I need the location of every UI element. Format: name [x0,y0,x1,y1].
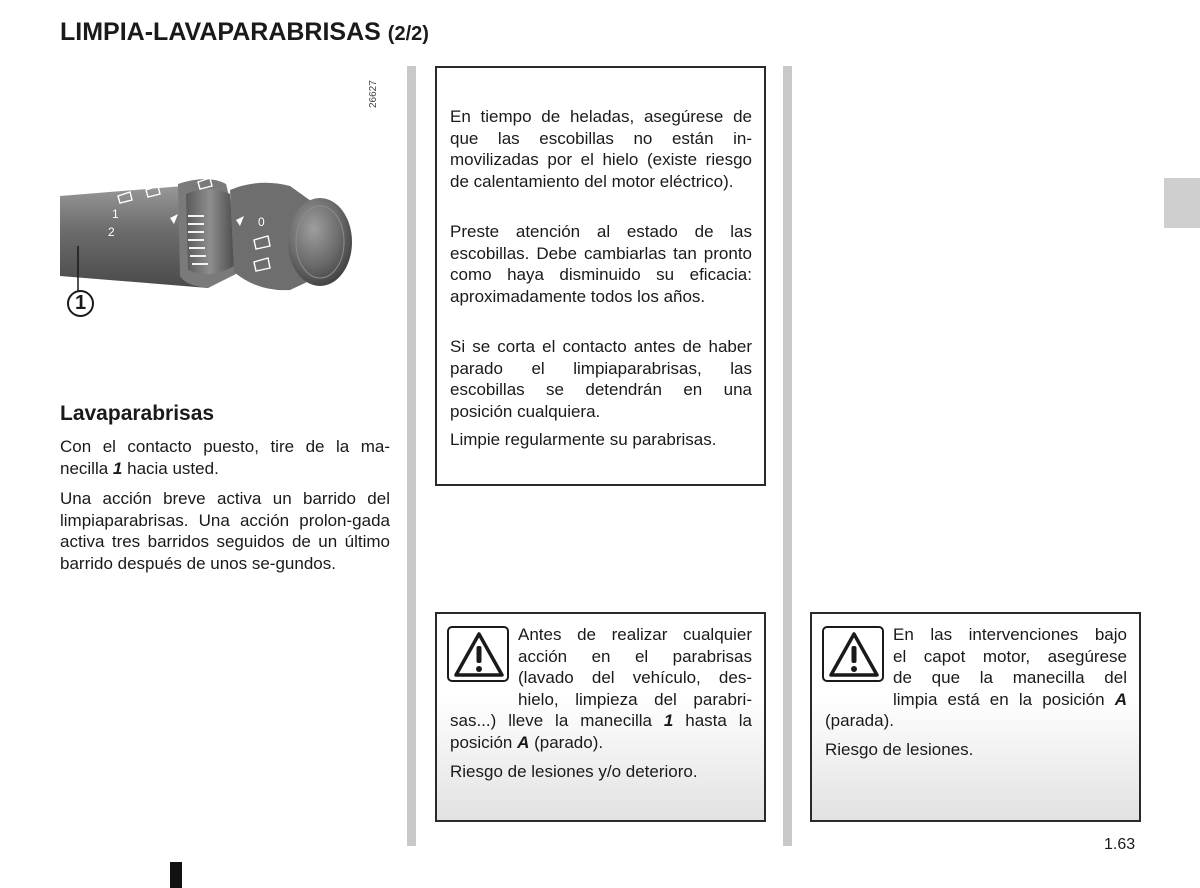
title-text: LIMPIA-LAVAPARABRISAS [60,18,381,46]
warning-1-line-2: acción en el parabrisas [518,646,752,666]
warning-triangle-icon [447,626,509,682]
warning-1-line-5 [450,710,752,732]
warning-2-line-1: En las intervenciones bajo [893,625,1127,644]
warning-2-line-3: de que la manecilla del [893,668,1127,687]
warning-box-2 [810,612,1141,822]
warning-2-line-2: el capot motor, asegúrese [893,646,1127,666]
warning-box-1 [435,612,766,822]
warning-1-line-1: Antes de realizar cualquier [518,625,752,644]
lever-mark-0: 0 [258,215,265,229]
warning-2-paragraph-2: Riesgo de lesiones. [825,740,974,759]
w1-l6-after: (parado). [529,732,604,752]
w1-l5-after: hasta la [673,711,752,730]
warning-2-line-5: (parada). [825,711,894,730]
lever-mark-1: 1 [112,207,119,221]
paragraph-2: Una acción breve activa un barrido del limpiaparabrisas. Una acción prolon-gada activa tres barridos seguidos de un último barrido después de unos se-gundos. [60,489,390,573]
lever-mark-2: 2 [108,225,115,239]
info-paragraph-3: Si se corta el contacto antes de haber parado el limpiaparabrisas, las escobillas se detendrán en una posición cualquiera. [450,337,752,421]
p1-text-after: hacia usted. [122,458,219,478]
column-divider-left [407,66,416,846]
w1-l5-reference: 1 [663,711,674,730]
warning-1-paragraph-2: Riesgo de lesiones y/o deterioro. [450,762,698,781]
warning-1-line-6 [450,732,752,754]
info-paragraph-1: En tiempo de heladas, asegúrese de que las escobillas no están in-movilizadas por el hielo (existe riesgo de calentamiento del motor eléctrico). [450,107,752,191]
p1-text-before: Con el contacto puesto, tire de la ma-necilla [60,437,390,478]
column-divider-right [783,66,792,846]
info-paragraph-4: Limpie regularmente su parabrisas. [450,430,717,449]
w1-l6-before: posición [450,732,518,752]
warning-1-line-4: hielo, limpieza del parabri- [518,689,752,709]
warning-2-line-4 [893,689,1127,711]
w1-l5-before: sas...) lleve la manecilla [450,711,664,730]
page-number: 1.63 [1104,836,1136,853]
w2-l4-before: limpia está en la posición [893,689,1115,709]
page-title [60,18,429,47]
callout-1: 1 [67,290,94,317]
warning-triangle-icon [822,626,884,682]
title-part: (2/2) [387,23,429,45]
info-box [435,66,766,486]
info-paragraph-2: Preste atención al estado de las escobillas. Debe cambiarlas tan pronto como haya disminuido su eficacia: aproximadamente todos los años. [450,222,752,306]
warning-1-line-3: (lavado del vehículo, des- [518,668,752,687]
section-edge-tab [1164,178,1200,228]
w1-l6-reference: A [517,732,530,752]
wiper-lever-icon [58,66,388,356]
section-heading: Lavaparabrisas [60,402,215,425]
paragraph-1 [60,436,390,479]
figure-number: 26627 [368,80,379,108]
crop-mark [170,862,182,888]
wiper-stalk-illustration [58,66,388,356]
p1-reference: 1 [112,458,123,478]
w2-l4-reference: A [1114,689,1127,709]
